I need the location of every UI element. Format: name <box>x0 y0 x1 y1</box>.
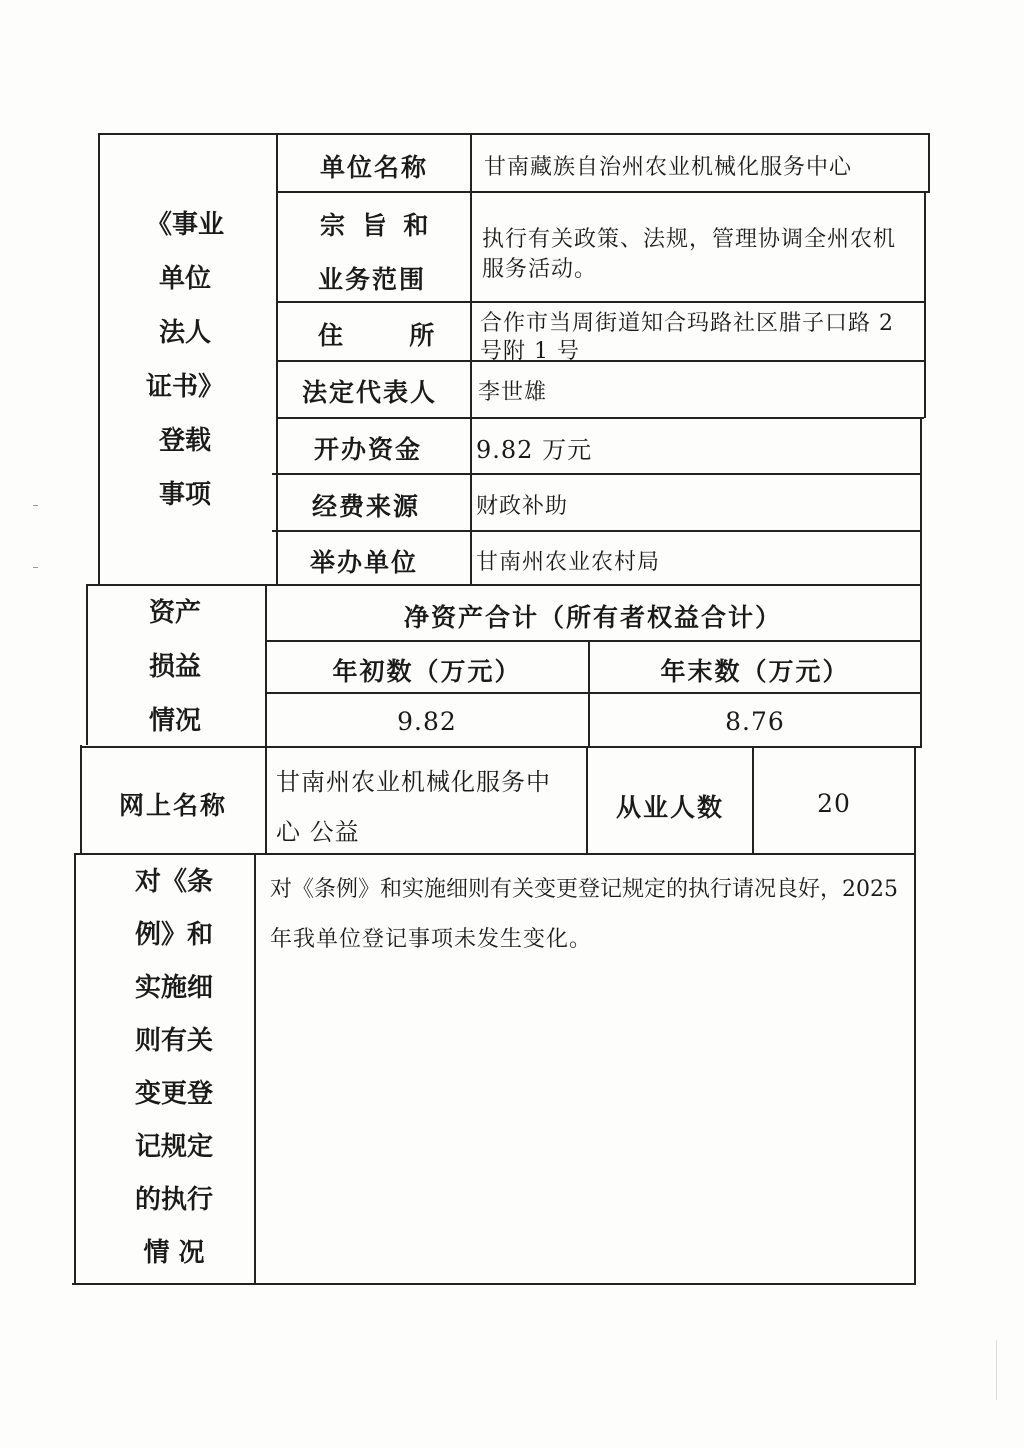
sponsor-label: 举办单位 <box>310 548 419 577</box>
address-value-line1: 合作市当周街道知合玛路社区腊子口路 2 <box>480 311 894 336</box>
row-divider <box>276 360 926 362</box>
staff-count-label: 从业人数 <box>615 793 724 822</box>
scan-edge <box>996 1340 997 1400</box>
label-line: 记规定 <box>134 1132 213 1162</box>
capital-label: 开办资金 <box>314 435 423 464</box>
row-divider <box>265 640 921 642</box>
row-divider <box>265 692 921 694</box>
legal-rep-value: 李世雄 <box>478 380 548 405</box>
label-line: 证书》 <box>145 372 224 402</box>
section-divider <box>74 853 916 855</box>
label-line: 损益 <box>148 652 201 682</box>
sponsor-value: 甘南州农业农村局 <box>476 550 661 575</box>
label-line: 对《条 <box>134 867 213 897</box>
address-label: 住 所 <box>318 321 437 350</box>
divider <box>276 133 278 585</box>
scan-speck <box>33 567 38 568</box>
label-line: 法人 <box>158 318 211 348</box>
online-name-line2: 心 公益 <box>276 818 360 846</box>
purpose-label-line2: 业务范围 <box>318 265 427 294</box>
capital-value: 9.82 万元 <box>476 436 593 464</box>
divider <box>254 855 256 1285</box>
staff-count-value: 20 <box>817 789 851 818</box>
scan-speck <box>33 505 38 506</box>
label-line: 实施细 <box>134 973 213 1003</box>
label-line: 登载 <box>158 426 211 456</box>
end-year-value: 8.76 <box>725 707 785 736</box>
table-border-right <box>920 418 922 748</box>
row-divider <box>272 530 922 532</box>
online-name-line1: 甘南州农业机械化服务中 <box>276 768 551 796</box>
label-line: 资产 <box>148 598 201 628</box>
label-line: 事项 <box>158 480 211 510</box>
registration-section-label <box>120 198 250 522</box>
net-assets-header: 净资产合计（所有者权益合计） <box>403 603 782 632</box>
divider <box>470 133 472 585</box>
online-name-label: 网上名称 <box>118 791 227 820</box>
unit-name-value: 甘南藏族自治州农业机械化服务中心 <box>484 155 853 180</box>
label-line: 变更登 <box>134 1079 213 1109</box>
purpose-value-line1: 执行有关政策、法规，管理协调全州农机 <box>482 227 897 252</box>
regulation-content-line2: 年我单位登记事项未发生变化。 <box>270 927 593 952</box>
table-border-left-lower <box>74 855 76 1285</box>
row-divider <box>276 301 926 303</box>
table-border-right <box>928 133 930 193</box>
label-line: 例》和 <box>134 920 213 950</box>
label-line: 单位 <box>158 264 211 294</box>
label-line: 《事业 <box>145 210 224 240</box>
regulation-content-line1: 对《条例》和实施细则有关变更登记规定的执行请况良好，2025 <box>270 877 898 902</box>
label-line: 情 况 <box>143 1238 205 1268</box>
legal-rep-label: 法定代表人 <box>302 378 438 407</box>
begin-year-header: 年初数（万元） <box>332 657 522 686</box>
assets-section-label <box>110 586 240 748</box>
table-border-top <box>98 133 930 135</box>
address-value-line2: 号附 1 号 <box>480 339 580 364</box>
row-divider <box>272 473 922 475</box>
table-border-right <box>924 193 926 418</box>
label-line: 则有关 <box>134 1026 213 1056</box>
row-divider <box>276 417 924 419</box>
unit-name-label: 单位名称 <box>320 153 429 182</box>
end-year-header: 年末数（万元） <box>660 657 850 686</box>
table-border-right <box>914 748 916 1285</box>
funding-source-label: 经费来源 <box>312 492 421 521</box>
row-divider <box>276 191 930 193</box>
purpose-value-line2: 服务活动。 <box>482 257 598 282</box>
label-line: 情况 <box>148 706 201 736</box>
label-line: 的执行 <box>134 1185 213 1215</box>
begin-year-value: 9.82 <box>397 707 457 736</box>
regulation-section-label <box>104 856 244 1280</box>
funding-source-value: 财政补助 <box>476 494 569 519</box>
table-border-left-mid <box>86 585 88 745</box>
table-border-bottom <box>72 1283 914 1285</box>
table-border-left-upper <box>98 133 100 585</box>
purpose-label-line1: 宗 旨 和 <box>320 211 433 240</box>
